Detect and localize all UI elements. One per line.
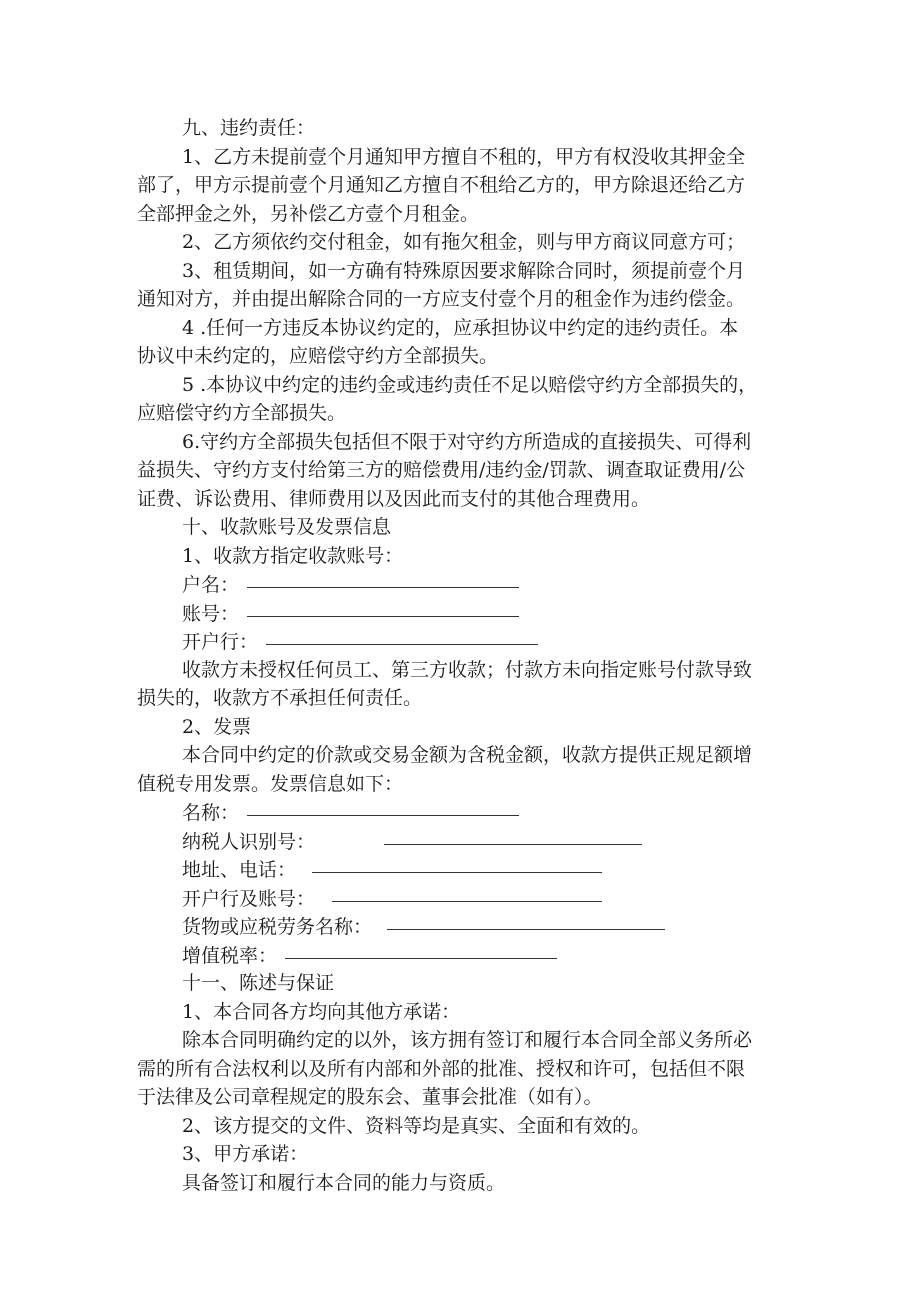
clause-9-1-line-1: 1、乙方未提前壹个月通知甲方擅自不租的，甲方有权没收其押金全 (182, 145, 746, 168)
section-11-heading: 十一、陈述与保证 (182, 972, 335, 994)
goods-label: 货物或应税劳务名称： (182, 916, 373, 938)
clause-9-6-line-3: 证费、诉讼费用、律师费用以及因此而支付的其他合理费用。 (137, 487, 651, 510)
account-number-blank[interactable] (247, 599, 519, 617)
invoice-name-row (137, 798, 787, 827)
clause-11-3-heading: 3、甲方承诺： (182, 1143, 309, 1165)
clause-11-1-heading: 1、本合同各方均向其他方承诺： (182, 1000, 461, 1023)
bank-account-label: 开户行及账号： (182, 887, 316, 910)
tax-id-row (137, 827, 787, 856)
address-phone-blank[interactable] (312, 855, 602, 873)
invoice-name-blank[interactable] (247, 798, 519, 816)
section-10-heading: 十、收款账号及发票信息 (182, 516, 392, 538)
account-name-label: 户名： (182, 574, 240, 596)
bank-row (137, 627, 787, 656)
clause-9-1-line-3: 全部押金之外，另补偿乙方壹个月租金。 (137, 202, 480, 225)
invoice-name-label: 名称： (182, 802, 240, 824)
tax-rate-row (137, 941, 787, 970)
clause-11-2: 2、该方提交的文件、资料等均是真实、全面和有效的。 (182, 1114, 651, 1137)
clause-9-4-line-1: 4 .任何一方违反本协议约定的，应承担协议中约定的违约责任。本 (182, 316, 739, 339)
clause-9-4-line-2: 协议中未约定的，应赔偿守约方全部损失。 (137, 345, 499, 367)
invoice-text-line-2: 值税专用发票。发票信息如下： (137, 772, 404, 795)
bank-label: 开户行： (182, 631, 259, 653)
tax-id-label: 纳税人识别号： (182, 830, 316, 853)
clause-9-1-line-2: 部了，甲方示提前壹个月通知乙方擅自不租给乙方的，甲方除退还给乙方 (137, 174, 746, 196)
clause-11-1-line-1: 除本合同明确约定的以外，该方拥有签订和履行本合同全部义务所必 (182, 1029, 753, 1051)
tax-id-blank[interactable] (384, 827, 642, 845)
address-phone-label: 地址、电话： (182, 859, 297, 881)
clause-11-3-text: 具备签订和履行本合同的能力与资质。 (182, 1171, 506, 1194)
clause-9-6-line-2: 益损失、守约方支付给第三方的赔偿费用/违约金/罚款、调查取证费用/公 (137, 459, 746, 481)
payment-note-line-2: 损失的，收款方不承担任何责任。 (137, 687, 423, 709)
bank-account-row (137, 884, 787, 913)
bank-blank[interactable] (266, 627, 538, 645)
clause-9-6-line-1: 6.守约方全部损失包括但不限于对守约方所造成的直接损失、可得利 (182, 430, 752, 453)
tax-rate-label: 增值税率： (182, 944, 278, 967)
clause-10-2-heading: 2、发票 (182, 715, 252, 738)
clause-9-3-line-2: 通知对方，并由提出解除合同的一方应支付壹个月的租金作为违约偿金。 (137, 288, 746, 310)
clause-9-2-line-1: 2、乙方须依约交付租金，如有拖欠租金，则与甲方商议同意方可； (182, 231, 746, 253)
account-number-row (137, 599, 787, 628)
goods-blank[interactable] (387, 912, 665, 930)
address-phone-row (137, 855, 787, 884)
contract-page (137, 114, 787, 1197)
invoice-text-line-1: 本合同中约定的价款或交易金额为含税金额，收款方提供正规足额增 (182, 744, 753, 766)
clause-11-1-line-2: 需的所有合法权利以及所有内部和外部的批准、授权和许可，包括但不限 (137, 1057, 746, 1080)
account-name-row (137, 570, 787, 599)
account-number-label: 账号： (182, 602, 240, 625)
clause-9-5-line-1: 5 .本协议中约定的违约金或违约责任不足以赔偿守约方全部损失的， (182, 373, 758, 396)
account-name-blank[interactable] (247, 570, 519, 588)
tax-rate-blank[interactable] (285, 941, 557, 959)
clause-10-1-heading: 1、收款方指定收款账号： (182, 544, 404, 567)
clause-9-5-line-2: 应赔偿守约方全部损失。 (137, 402, 347, 424)
clause-11-1-line-3: 于法律及公司章程规定的股东会、董事会批准（如有）。 (137, 1086, 603, 1108)
payment-note-line-1: 收款方未授权任何员工、第三方收款；付款方未向指定账号付款导致 (182, 658, 753, 681)
goods-row (137, 912, 787, 941)
bank-account-blank[interactable] (332, 884, 602, 902)
section-9-heading: 九、违约责任： (182, 117, 316, 139)
clause-9-3-line-1: 3、租赁期间，如一方确有特殊原因要求解除合同时，须提前壹个月 (182, 259, 746, 282)
